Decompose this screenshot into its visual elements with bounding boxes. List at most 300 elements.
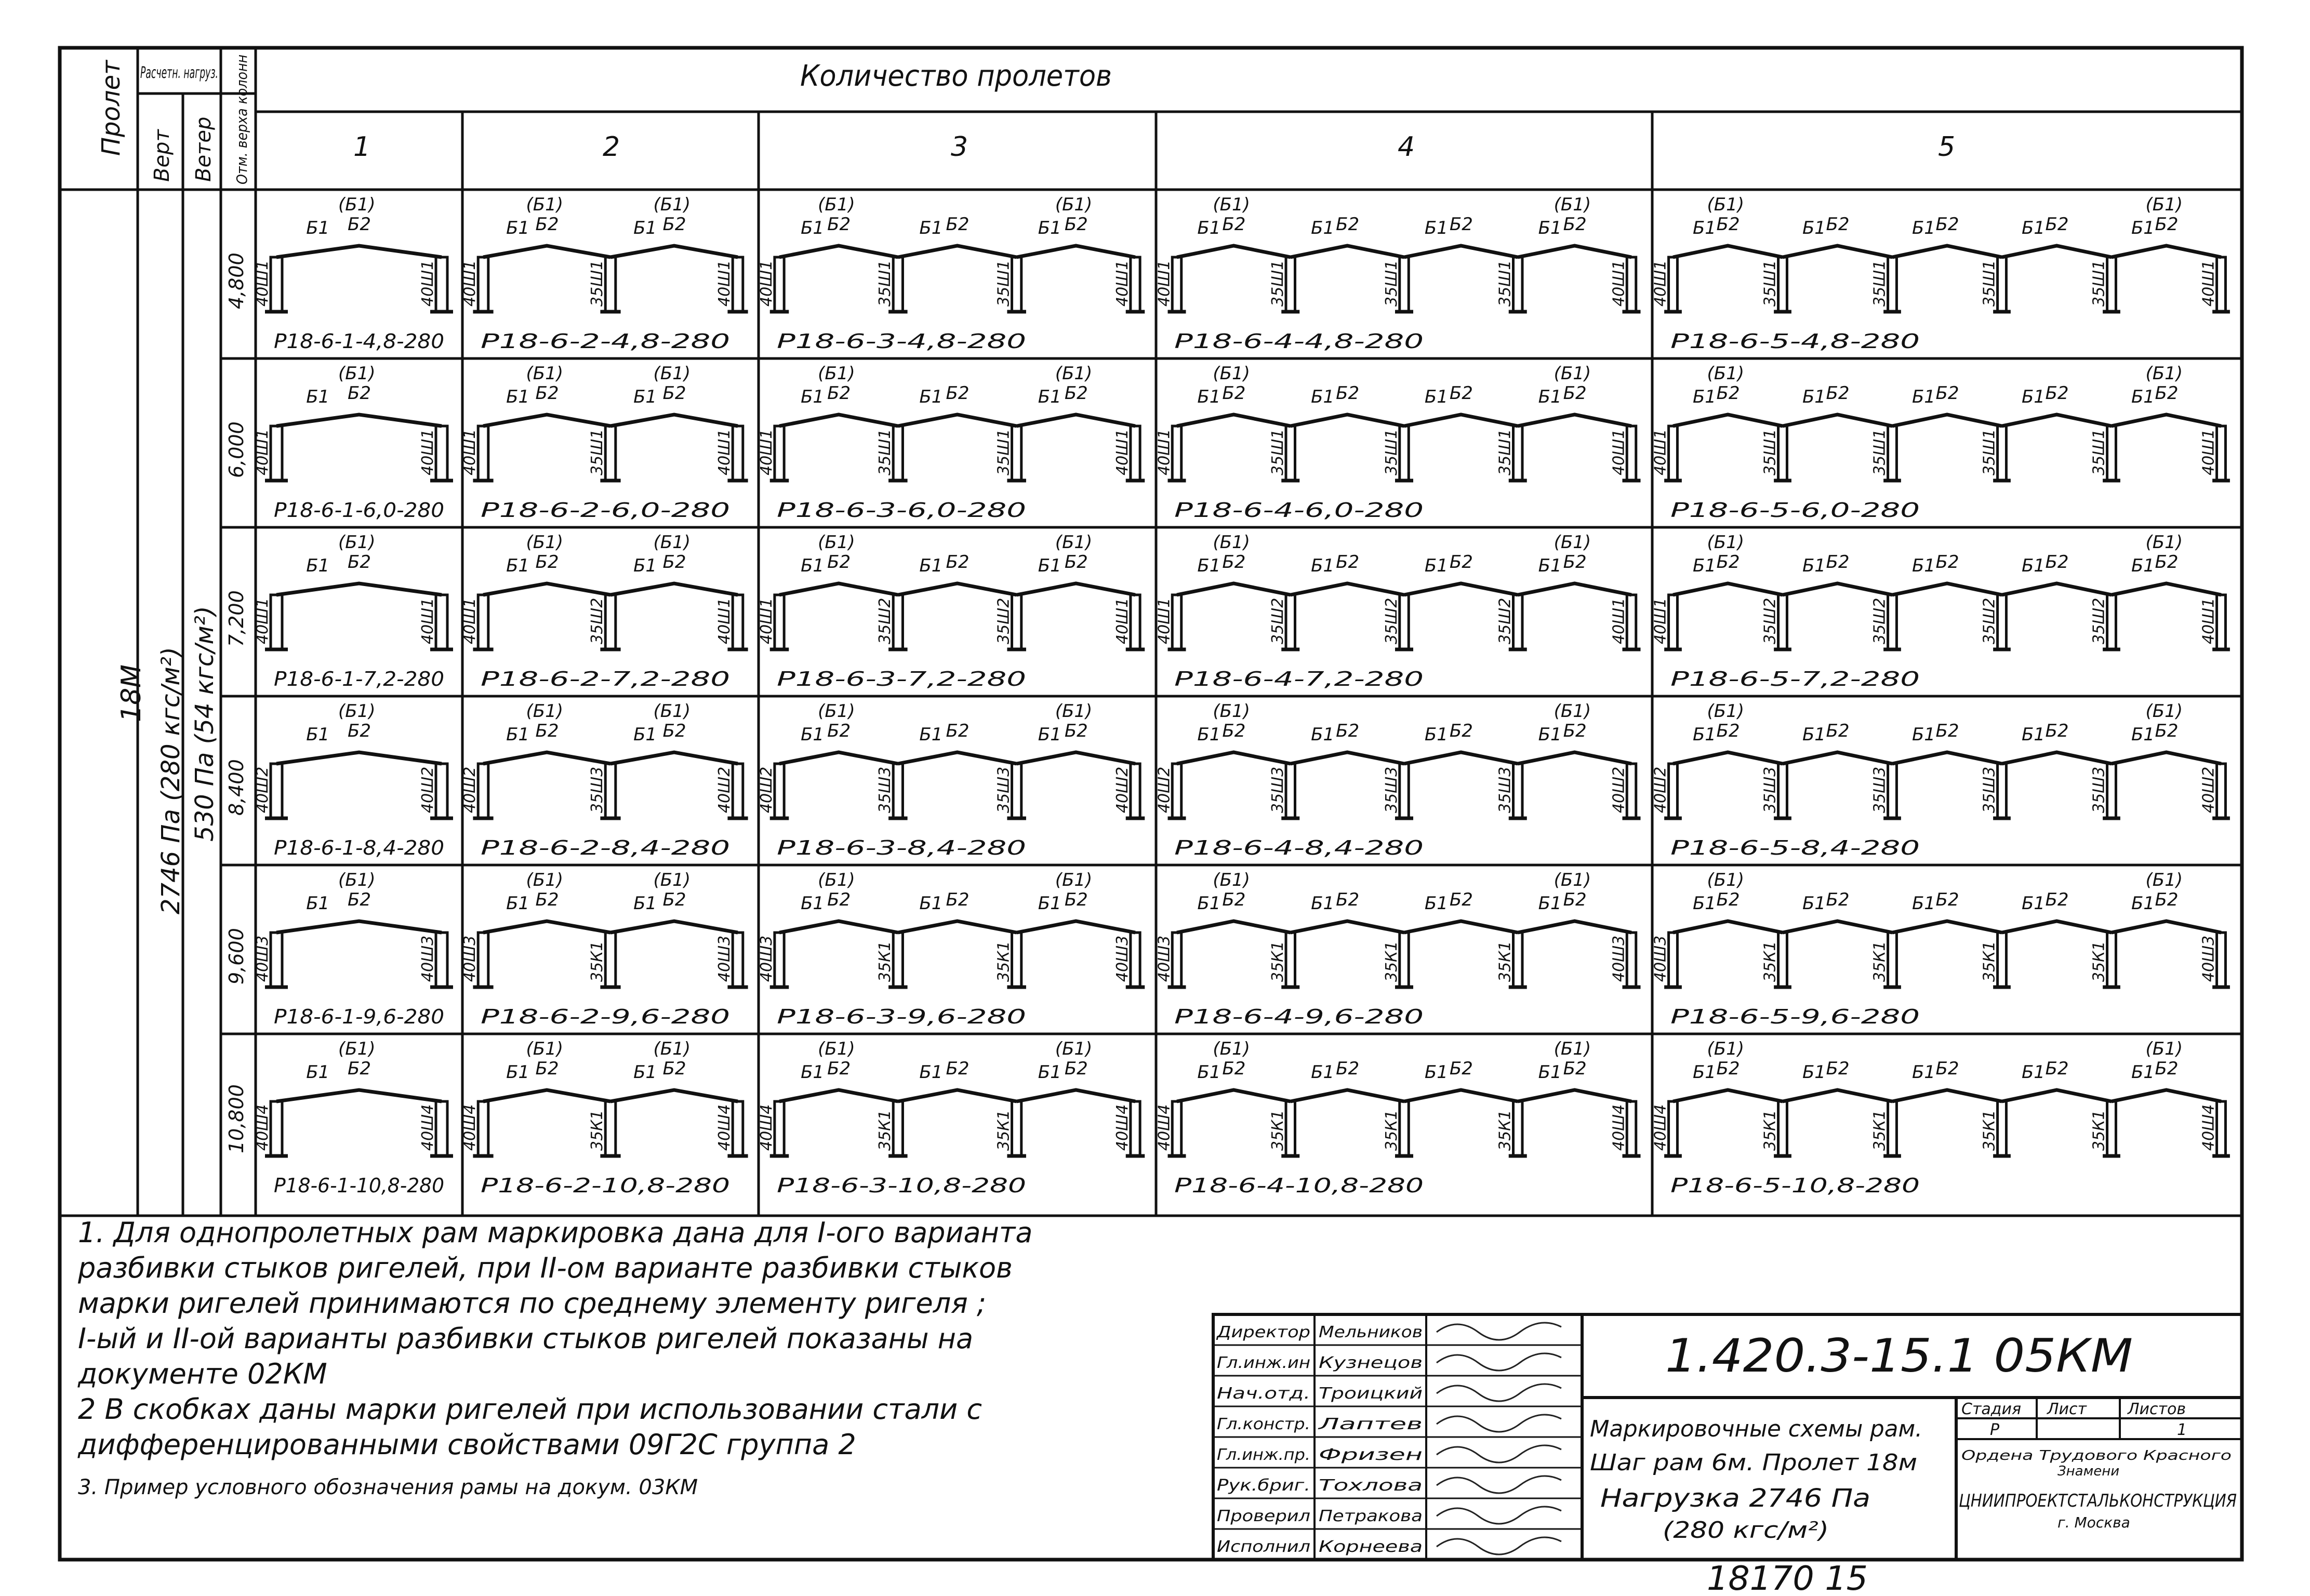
beam-mark: Б2	[2045, 1058, 2069, 1079]
beam-mark: Б1	[2021, 218, 2045, 238]
beam-mark: Б2	[1449, 383, 1473, 404]
note-line-8: 3. Пример условного обозначения рамы на докум. 03КМ	[78, 1475, 698, 1499]
beam-mark-alt: (Б1)	[2145, 701, 2183, 722]
beam-mark: Б2	[348, 889, 371, 910]
frame-label: Р18-6-1-7,2-280	[274, 668, 444, 690]
rafter-line	[483, 921, 610, 933]
column-line	[1627, 1101, 1636, 1156]
beam-mark: Б2	[535, 721, 559, 741]
beam-mark: Б1	[2021, 1062, 2045, 1083]
beam-mark-alt: (Б1)	[1554, 870, 1591, 890]
rafter-line	[898, 583, 1016, 595]
beam-mark: Б2	[1336, 1058, 1360, 1079]
column-line	[1172, 426, 1181, 481]
edge-column-mark: 40Ш1	[1155, 429, 1174, 475]
frame-label: Р18-6-3-10,8-280	[777, 1174, 1026, 1197]
column-line	[1888, 595, 1897, 649]
column-line	[2107, 257, 2116, 312]
beam-mark: Б1	[1802, 555, 1826, 576]
edge-column-mark: 40Ш1	[1155, 260, 1174, 307]
inner-column-mark: 35Ш1	[2090, 429, 2108, 475]
inner-column-mark: 35Ш1	[1382, 260, 1401, 307]
signature-name: Лаптев	[1318, 1415, 1423, 1433]
rafter-line	[483, 415, 610, 426]
beam-mark: Б2	[827, 214, 851, 235]
beam-mark-alt: (Б1)	[1707, 532, 1744, 553]
beam-mark: Б1	[1424, 724, 1448, 745]
rafter-line	[276, 246, 442, 257]
column-line	[1172, 933, 1181, 987]
inner-column-mark: 35Ш3	[2090, 766, 2108, 813]
rafter-line	[1783, 246, 1892, 257]
edge-column-mark: 40Ш1	[254, 597, 272, 644]
document-code: 1.420.3-15.1 05КМ	[1665, 1329, 2133, 1382]
beam-mark: Б1	[801, 555, 825, 576]
edge-column-mark: 40Ш1	[1651, 260, 1670, 307]
column-line	[271, 426, 282, 481]
column-line	[1778, 764, 1787, 818]
inner-column-mark: 35Ш1	[1382, 429, 1401, 475]
beam-mark-alt: (Б1)	[818, 870, 855, 890]
note-line-2: разбивки стыков ригелей, при II-ом варианте разбивки стыков	[78, 1252, 1013, 1284]
beam-mark: Б2	[1826, 1058, 1850, 1079]
rafter-line	[483, 583, 610, 595]
rafter-line	[276, 583, 442, 595]
frame-scheme	[758, 194, 1145, 353]
column-line	[1286, 1101, 1295, 1156]
rafter-line	[610, 1090, 738, 1101]
org-line-1: Ордена Трудового Красного	[1961, 1448, 2232, 1464]
beam-mark: Б1	[306, 724, 330, 745]
beam-mark: Б1	[1538, 555, 1562, 576]
edge-column-mark: 40Ш1	[461, 597, 480, 644]
inner-column-mark: 35Ш1	[1980, 260, 1999, 307]
column-line	[436, 764, 447, 818]
rafter-line	[779, 246, 898, 257]
column-line	[605, 933, 616, 987]
beam-mark: Б2	[1449, 1058, 1473, 1079]
edge-column-mark: 40Ш4	[715, 1104, 734, 1151]
beam-mark: Б2	[1064, 1058, 1088, 1079]
handwritten-signature	[1437, 1445, 1561, 1462]
rafter-line	[1518, 246, 1631, 257]
frame-scheme	[461, 870, 748, 1028]
column-line	[1888, 426, 1897, 481]
beam-mark: Б1	[919, 724, 943, 745]
beam-mark: Б1	[1692, 218, 1716, 238]
beam-mark: Б2	[827, 383, 851, 404]
inner-column-mark: 35Ш2	[1980, 597, 1999, 644]
vertical-load-value: 2746 Па (280 кгс/м²)	[156, 647, 185, 914]
rafter-line	[2002, 415, 2112, 426]
frame-label: Р18-6-1-4,8-280	[274, 330, 444, 353]
rafter-line	[483, 246, 610, 257]
edge-column-mark: 40Ш4	[757, 1104, 776, 1151]
frame-label: Р18-6-4-7,2-280	[1174, 668, 1424, 690]
column-line	[271, 764, 282, 818]
frame-scheme	[254, 532, 453, 690]
inner-column-mark: 35Ш1	[1269, 429, 1287, 475]
beam-mark: Б2	[946, 1058, 970, 1079]
beam-mark: Б1	[1802, 724, 1826, 745]
beam-mark: Б1	[1311, 1062, 1335, 1083]
inner-column-mark: 35К1	[1269, 1110, 1287, 1151]
frame-scheme	[1652, 363, 2230, 522]
beam-mark-alt: (Б1)	[338, 194, 376, 215]
beam-mark-alt: (Б1)	[1554, 1039, 1591, 1059]
column-line	[1400, 764, 1409, 818]
rafter-line	[610, 246, 738, 257]
column-line	[1286, 595, 1295, 649]
column-line	[478, 933, 488, 987]
rafter-line	[1673, 246, 1783, 257]
beam-mark: Б1	[1911, 893, 1935, 914]
beam-mark-alt: (Б1)	[1055, 701, 1093, 722]
column-line	[1998, 257, 2007, 312]
beam-mark: Б2	[946, 383, 970, 404]
beam-mark: Б1	[2131, 893, 2155, 914]
beam-mark: Б1	[1197, 218, 1221, 238]
inner-column-mark: 35Ш1	[1761, 260, 1780, 307]
beam-mark-alt: (Б1)	[2145, 1039, 2183, 1059]
rafter-line	[483, 1090, 610, 1101]
beam-mark: Б2	[1935, 552, 1959, 573]
edge-column-mark: 40Ш2	[715, 766, 734, 813]
rafter-line	[276, 921, 442, 933]
beam-mark-alt: (Б1)	[1213, 532, 1250, 553]
org-city: г. Москва	[2057, 1514, 2130, 1531]
beam-mark-alt: (Б1)	[1707, 194, 1744, 215]
title-line-1: Маркировочные схемы рам.	[1590, 1416, 1922, 1442]
column-line	[1012, 257, 1021, 312]
column-line	[1286, 764, 1295, 818]
beam-mark-alt: (Б1)	[1554, 532, 1591, 553]
beam-mark-alt: (Б1)	[1707, 1039, 1744, 1059]
beam-mark: Б1	[1692, 387, 1716, 407]
rafter-line	[1783, 921, 1892, 933]
beam-mark: Б1	[306, 1062, 330, 1083]
frame-scheme	[1652, 701, 2230, 859]
rafter-line	[779, 921, 898, 933]
beam-mark-alt: (Б1)	[1213, 1039, 1250, 1059]
beam-mark-alt: (Б1)	[818, 363, 855, 384]
beam-mark: Б2	[662, 1058, 686, 1079]
rafter-line	[2112, 415, 2221, 426]
beam-mark: Б1	[1911, 218, 1935, 238]
beam-mark: Б1	[1424, 218, 1448, 238]
inner-column-mark: 35К1	[1382, 941, 1401, 982]
beam-mark: Б2	[1222, 1058, 1246, 1079]
beam-mark: Б2	[1716, 889, 1740, 910]
beam-mark: Б2	[946, 889, 970, 910]
rafter-line	[898, 415, 1016, 426]
beam-mark: Б1	[306, 893, 330, 914]
beam-mark: Б2	[1935, 383, 1959, 404]
column-line	[478, 1101, 488, 1156]
beam-mark: Б1	[1538, 387, 1562, 407]
note-line-7: дифференцированными свойствами 09Г2С группа 2	[78, 1428, 856, 1461]
beam-mark: Б1	[506, 555, 530, 576]
column-line	[775, 595, 784, 649]
beam-mark: Б2	[1563, 552, 1587, 573]
beam-mark: Б1	[633, 724, 657, 745]
inner-column-mark: 35К1	[588, 941, 607, 982]
inner-column-mark: 35Ш3	[876, 766, 895, 813]
beam-mark: Б2	[1064, 889, 1088, 910]
rafter-line	[2002, 1090, 2112, 1101]
beam-mark: Б1	[919, 555, 943, 576]
beam-mark: Б2	[348, 721, 371, 741]
beam-mark: Б2	[2155, 1058, 2179, 1079]
note-line-6: 2 В скобках даны марки ригелей при использовании стали с	[78, 1393, 983, 1426]
beam-mark: Б1	[306, 218, 330, 238]
edge-column-mark: 40Ш4	[1610, 1104, 1628, 1151]
beam-mark: Б2	[1064, 383, 1088, 404]
beam-mark: Б2	[1826, 552, 1850, 573]
beam-mark-alt: (Б1)	[1055, 532, 1093, 553]
inner-column-mark: 35К1	[1980, 941, 1999, 982]
edge-column-mark: 40Ш1	[461, 260, 480, 307]
frame-label: Р18-6-2-8,4-280	[481, 836, 730, 859]
beam-mark: Б1	[801, 218, 825, 238]
rafter-line	[2002, 246, 2112, 257]
beam-mark: Б1	[1311, 387, 1335, 407]
column-line	[775, 933, 784, 987]
column-line	[2217, 764, 2226, 818]
rafter-line	[898, 246, 1016, 257]
signature-role: Нач.отд.	[1217, 1385, 1310, 1403]
rafter-line	[1673, 1090, 1783, 1101]
column-line	[1669, 426, 1678, 481]
beam-mark: Б2	[1064, 214, 1088, 235]
rafter-line	[1017, 415, 1135, 426]
signature-name: Тохлова	[1319, 1477, 1423, 1495]
beam-mark: Б1	[1802, 1062, 1826, 1083]
beam-mark: Б2	[662, 889, 686, 910]
edge-column-mark: 40Ш2	[461, 766, 480, 813]
beam-mark-alt: (Б1)	[818, 1039, 855, 1059]
frame-label: Р18-6-5-6,0-280	[1670, 499, 1920, 522]
inner-column-mark: 35Ш1	[1870, 429, 1889, 475]
edge-column-mark: 40Ш1	[715, 597, 734, 644]
beam-mark: Б2	[1449, 721, 1473, 741]
inner-column-mark: 35Ш1	[1761, 429, 1780, 475]
column-line	[1172, 257, 1181, 312]
column-line	[1627, 595, 1636, 649]
frame-label: Р18-6-2-7,2-280	[481, 668, 730, 690]
rafter-line	[1892, 415, 2002, 426]
column-line	[1888, 764, 1897, 818]
edge-column-mark: 40Ш1	[419, 429, 437, 475]
beam-mark: Б1	[633, 893, 657, 914]
beam-mark: Б2	[348, 1058, 371, 1079]
beam-mark: Б1	[1038, 1062, 1061, 1083]
column-header-span: Пролет	[97, 60, 126, 156]
column-line	[733, 1101, 743, 1156]
rafter-line	[1518, 415, 1631, 426]
rafter-line	[2112, 246, 2221, 257]
inner-column-mark: 35Ш2	[1870, 597, 1889, 644]
wind-load-value: 530 Па (54 кгс/м²)	[190, 606, 219, 842]
frame-scheme	[254, 1039, 453, 1197]
beam-mark: Б1	[1692, 1062, 1716, 1083]
beam-mark: Б1	[2021, 893, 2045, 914]
beam-mark: Б2	[2155, 721, 2179, 741]
rafter-line	[2002, 921, 2112, 933]
beam-mark-alt: (Б1)	[1213, 363, 1250, 384]
edge-column-mark: 40Ш1	[715, 429, 734, 475]
beam-mark: Б1	[1692, 555, 1716, 576]
column-line	[1778, 257, 1787, 312]
inner-column-mark: 35К1	[994, 1110, 1013, 1151]
edge-column-mark: 40Ш4	[254, 1104, 272, 1151]
beam-mark: Б1	[1424, 555, 1448, 576]
inner-column-mark: 35К1	[1870, 941, 1889, 982]
rafter-line	[779, 752, 898, 764]
inner-column-mark: 35Ш3	[1761, 766, 1780, 813]
beam-mark-alt: (Б1)	[653, 532, 691, 553]
rafter-line	[1892, 752, 2002, 764]
edge-column-mark: 40Ш4	[1155, 1104, 1174, 1151]
beam-mark-alt: (Б1)	[1055, 870, 1093, 890]
edge-column-mark: 40Ш2	[254, 766, 272, 813]
column-line	[2107, 426, 2116, 481]
edge-column-mark: 40Ш1	[1113, 429, 1132, 475]
inner-column-mark: 35Ш1	[588, 429, 607, 475]
edge-column-mark: 40Ш3	[715, 935, 734, 982]
inner-column-mark: 35Ш1	[994, 260, 1013, 307]
beam-mark-alt: (Б1)	[526, 532, 563, 553]
inner-column-mark: 35Ш2	[2090, 597, 2108, 644]
inner-column-mark: 35Ш3	[994, 766, 1013, 813]
inner-column-mark: 35Ш1	[2090, 260, 2108, 307]
column-line	[1627, 933, 1636, 987]
edge-column-mark: 40Ш1	[1651, 429, 1670, 475]
inner-column-mark: 35К1	[2090, 1110, 2108, 1151]
frame-label: Р18-6-2-9,6-280	[481, 1005, 730, 1028]
beam-mark-alt: (Б1)	[1707, 870, 1744, 890]
column-line	[2217, 1101, 2226, 1156]
beam-mark: Б1	[1538, 893, 1562, 914]
beam-mark: Б1	[1802, 893, 1826, 914]
inner-column-mark: 35К1	[1761, 1110, 1780, 1151]
column-line	[2107, 595, 2116, 649]
edge-column-mark: 40Ш1	[2199, 260, 2218, 307]
rafter-line	[2112, 583, 2221, 595]
beam-mark: Б2	[2045, 552, 2069, 573]
column-line	[1012, 1101, 1021, 1156]
sheets-label: Листов	[2128, 1400, 2186, 1418]
beam-mark: Б2	[1064, 552, 1088, 573]
beam-mark: Б2	[535, 1058, 559, 1079]
inner-column-mark: 35Ш1	[1870, 260, 1889, 307]
edge-column-mark: 40Ш2	[1113, 766, 1132, 813]
edge-column-mark: 40Ш1	[1155, 597, 1174, 644]
beam-mark: Б2	[946, 721, 970, 741]
inner-column-mark: 35К1	[588, 1110, 607, 1151]
beam-mark: Б1	[1038, 555, 1061, 576]
beam-mark: Б1	[1802, 218, 1826, 238]
beam-mark: Б1	[633, 387, 657, 407]
beam-mark-alt: (Б1)	[526, 1039, 563, 1059]
column-header-loads-group: Расчетн. нагруз.	[140, 64, 218, 82]
column-line	[893, 426, 902, 481]
beam-mark: Б1	[2131, 555, 2155, 576]
beam-mark-alt: (Б1)	[1213, 194, 1250, 215]
beam-mark: Б1	[1424, 893, 1448, 914]
frame-scheme	[1652, 1039, 2230, 1197]
column-line	[1172, 764, 1181, 818]
title-line-3: Нагрузка 2746 Па	[1600, 1484, 1870, 1513]
column-line	[1888, 257, 1897, 312]
rafter-line	[1518, 1090, 1631, 1101]
beam-mark: Б1	[1911, 387, 1935, 407]
beam-mark: Б2	[535, 383, 559, 404]
beam-mark-alt: (Б1)	[1055, 1039, 1093, 1059]
edge-column-mark: 40Ш1	[1113, 260, 1132, 307]
beam-mark: Б1	[919, 1062, 943, 1083]
rafter-line	[1783, 1090, 1892, 1101]
rafter-line	[779, 1090, 898, 1101]
inner-column-mark: 35Ш1	[1496, 260, 1515, 307]
beam-mark: Б2	[1716, 1058, 1740, 1079]
beam-mark: Б1	[2131, 387, 2155, 407]
column-line	[2217, 257, 2226, 312]
column-line	[733, 257, 743, 312]
signature-role: Гл.констр.	[1217, 1415, 1310, 1433]
height-label: 4,800	[225, 252, 248, 309]
column-line	[1627, 257, 1636, 312]
height-label: 9,600	[225, 928, 248, 985]
rafter-line	[1404, 921, 1518, 933]
edge-column-mark: 40Ш1	[254, 260, 272, 307]
inner-column-mark: 35К1	[1269, 941, 1287, 982]
column-line	[271, 595, 282, 649]
rafter-line	[1673, 415, 1783, 426]
beam-mark: Б1	[2021, 724, 2045, 745]
column-line	[775, 426, 784, 481]
frame-label: Р18-6-1-10,8-280	[274, 1174, 444, 1197]
inner-column-mark: 35Ш1	[1269, 260, 1287, 307]
signature-name: Кузнецов	[1319, 1354, 1423, 1372]
beam-mark: Б2	[1563, 214, 1587, 235]
column-line	[1514, 764, 1523, 818]
column-line	[1627, 426, 1636, 481]
edge-column-mark: 40Ш2	[419, 766, 437, 813]
beam-mark: Б1	[801, 893, 825, 914]
beam-mark: Б2	[1449, 889, 1473, 910]
edge-column-mark: 40Ш1	[715, 260, 734, 307]
inner-column-mark: 35К1	[1761, 941, 1780, 982]
sheet-label: Лист	[2047, 1400, 2087, 1418]
beam-mark-alt: (Б1)	[338, 1039, 376, 1059]
frame-scheme	[254, 870, 453, 1028]
span-count-4: 4	[1398, 131, 1415, 163]
column-line	[2217, 426, 2226, 481]
beam-mark: Б2	[348, 552, 371, 573]
beam-mark: Б2	[827, 552, 851, 573]
column-line	[605, 1101, 616, 1156]
beam-mark-alt: (Б1)	[338, 870, 376, 890]
frame-label: Р18-6-4-4,8-280	[1174, 330, 1424, 353]
rafter-line	[1783, 415, 1892, 426]
signature-name: Фризен	[1319, 1446, 1423, 1464]
rafter-line	[1017, 583, 1135, 595]
edge-column-mark: 40Ш3	[461, 935, 480, 982]
edge-column-mark: 40Ш1	[419, 597, 437, 644]
beam-mark-alt: (Б1)	[653, 194, 691, 215]
beam-mark: Б2	[1935, 721, 1959, 741]
